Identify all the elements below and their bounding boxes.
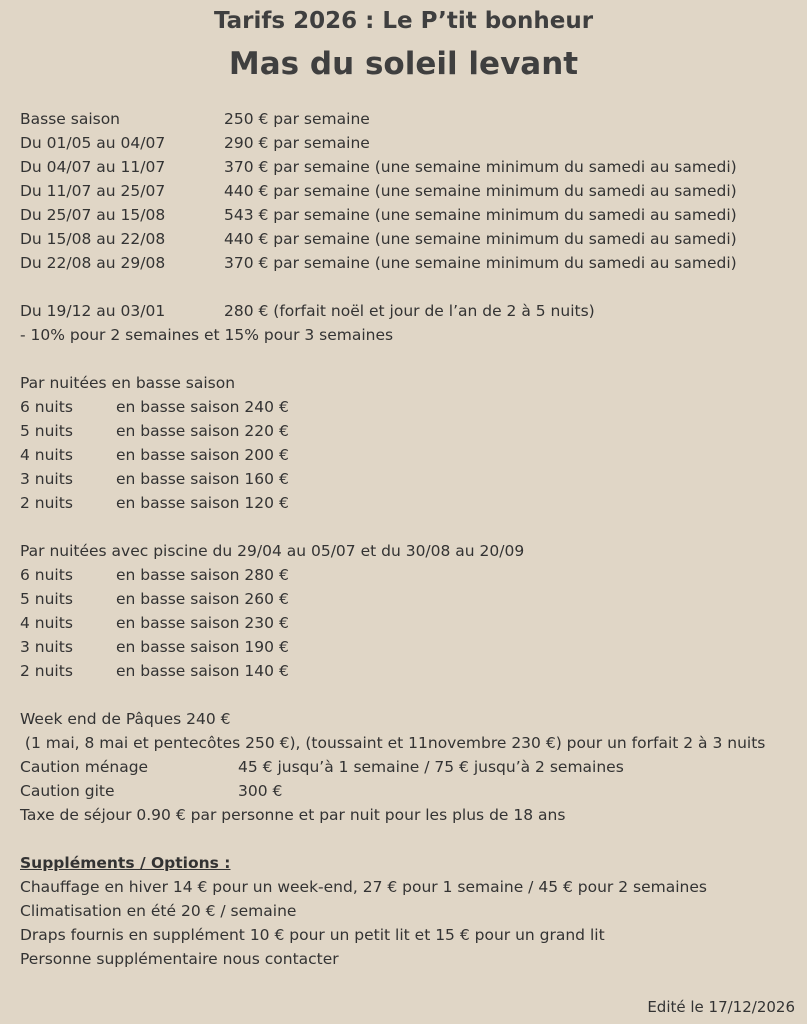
rate-period: Du 15/08 au 22/08 bbox=[20, 230, 166, 248]
easter-text: Week end de Pâques 240 € bbox=[20, 710, 231, 728]
night-price: en basse saison 240 € bbox=[116, 398, 289, 416]
rate-price: 370 € par semaine (une semaine minimum du samedi au samedi) bbox=[224, 254, 737, 272]
deposit-label: Caution ménage bbox=[20, 758, 149, 776]
night-count: 2 nuits bbox=[20, 494, 73, 512]
deposit-row bbox=[20, 755, 800, 779]
rate-period: Du 04/07 au 11/07 bbox=[20, 158, 166, 176]
rate-row bbox=[20, 155, 800, 179]
rate-period: Basse saison bbox=[20, 110, 121, 128]
night-row bbox=[20, 491, 800, 515]
rate-row bbox=[20, 227, 800, 251]
night-count: 4 nuits bbox=[20, 614, 73, 632]
christmas-price: 280 € (forfait noël et jour de l’an de 2 à 5 nuits) bbox=[224, 302, 595, 320]
night-price: en basse saison 230 € bbox=[116, 614, 289, 632]
rate-price: 370 € par semaine (une semaine minimum du samedi au samedi) bbox=[224, 158, 737, 176]
rate-row bbox=[20, 107, 800, 131]
rate-price: 250 € par semaine bbox=[224, 110, 370, 128]
night-count: 4 nuits bbox=[20, 446, 73, 464]
supplement-item: Personne supplémentaire nous contacter bbox=[20, 950, 339, 968]
rate-price: 290 € par semaine bbox=[224, 134, 370, 152]
page-title: Tarifs 2026 : Le P’tit bonheur bbox=[213, 8, 594, 34]
rate-row bbox=[20, 203, 800, 227]
rate-price: 440 € par semaine (une semaine minimum du samedi au samedi) bbox=[224, 230, 737, 248]
night-price: en basse saison 120 € bbox=[116, 494, 289, 512]
night-price: en basse saison 220 € bbox=[116, 422, 289, 440]
night-price: en basse saison 160 € bbox=[116, 470, 289, 488]
supplement-item: Chauffage en hiver 14 € pour un week-end, 27 € pour 1 semaine / 45 € pour 2 semaines bbox=[20, 878, 707, 896]
christmas-row bbox=[20, 299, 800, 323]
supplement-item: Draps fournis en supplément 10 € pour un petit lit et 15 € pour un grand lit bbox=[20, 926, 605, 944]
night-count: 5 nuits bbox=[20, 422, 73, 440]
night-row bbox=[20, 443, 800, 467]
pool-heading: Par nuitées avec piscine du 29/04 au 05/07 et du 30/08 au 20/09 bbox=[20, 542, 525, 560]
night-count: 2 nuits bbox=[20, 662, 73, 680]
deposit-value: 300 € bbox=[238, 782, 283, 800]
night-count: 6 nuits bbox=[20, 566, 73, 584]
night-row bbox=[20, 587, 800, 611]
night-count: 6 nuits bbox=[20, 398, 73, 416]
holidays-text: (1 mai, 8 mai et pentecôtes 250 €), (toussaint et 11novembre 230 €) pour un forfait 2 à 3 nuits bbox=[20, 734, 766, 752]
night-row bbox=[20, 563, 800, 587]
christmas-period: Du 19/12 au 03/01 bbox=[20, 302, 166, 320]
rate-row bbox=[20, 251, 800, 275]
night-row bbox=[20, 635, 800, 659]
night-row bbox=[20, 395, 800, 419]
night-row bbox=[20, 659, 800, 683]
rate-period: Du 11/07 au 25/07 bbox=[20, 182, 166, 200]
rate-period: Du 22/08 au 29/08 bbox=[20, 254, 166, 272]
rate-price: 440 € par semaine (une semaine minimum du samedi au samedi) bbox=[224, 182, 737, 200]
deposit-row bbox=[20, 779, 800, 803]
rate-row bbox=[20, 131, 800, 155]
night-price: en basse saison 280 € bbox=[116, 566, 289, 584]
supplements-heading: Suppléments / Options : bbox=[20, 854, 231, 872]
tariff-content bbox=[20, 107, 800, 971]
night-count: 5 nuits bbox=[20, 590, 73, 608]
supplement-item: Climatisation en été 20 € / semaine bbox=[20, 902, 297, 920]
night-count: 3 nuits bbox=[20, 638, 73, 656]
deposit-value: 45 € jusqu’à 1 semaine / 75 € jusqu’à 2 semaines bbox=[238, 758, 624, 776]
rate-period: Du 25/07 au 15/08 bbox=[20, 206, 166, 224]
night-price: en basse saison 200 € bbox=[116, 446, 289, 464]
page-subtitle: Mas du soleil levant bbox=[228, 46, 579, 82]
night-row bbox=[20, 467, 800, 491]
rate-row bbox=[20, 179, 800, 203]
night-price: en basse saison 140 € bbox=[116, 662, 289, 680]
night-price: en basse saison 260 € bbox=[116, 590, 289, 608]
rate-period: Du 01/05 au 04/07 bbox=[20, 134, 166, 152]
night-row bbox=[20, 419, 800, 443]
night-price: en basse saison 190 € bbox=[116, 638, 289, 656]
low-season-heading: Par nuitées en basse saison bbox=[20, 374, 236, 392]
discount-text: - 10% pour 2 semaines et 15% pour 3 semaines bbox=[20, 326, 394, 344]
deposit-label: Caution gite bbox=[20, 782, 115, 800]
tax-text: Taxe de séjour 0.90 € par personne et par nuit pour les plus de 18 ans bbox=[20, 806, 566, 824]
edit-date: Edité le 17/12/2026 bbox=[647, 998, 795, 1016]
night-count: 3 nuits bbox=[20, 470, 73, 488]
night-row bbox=[20, 611, 800, 635]
rate-price: 543 € par semaine (une semaine minimum du samedi au samedi) bbox=[224, 206, 737, 224]
